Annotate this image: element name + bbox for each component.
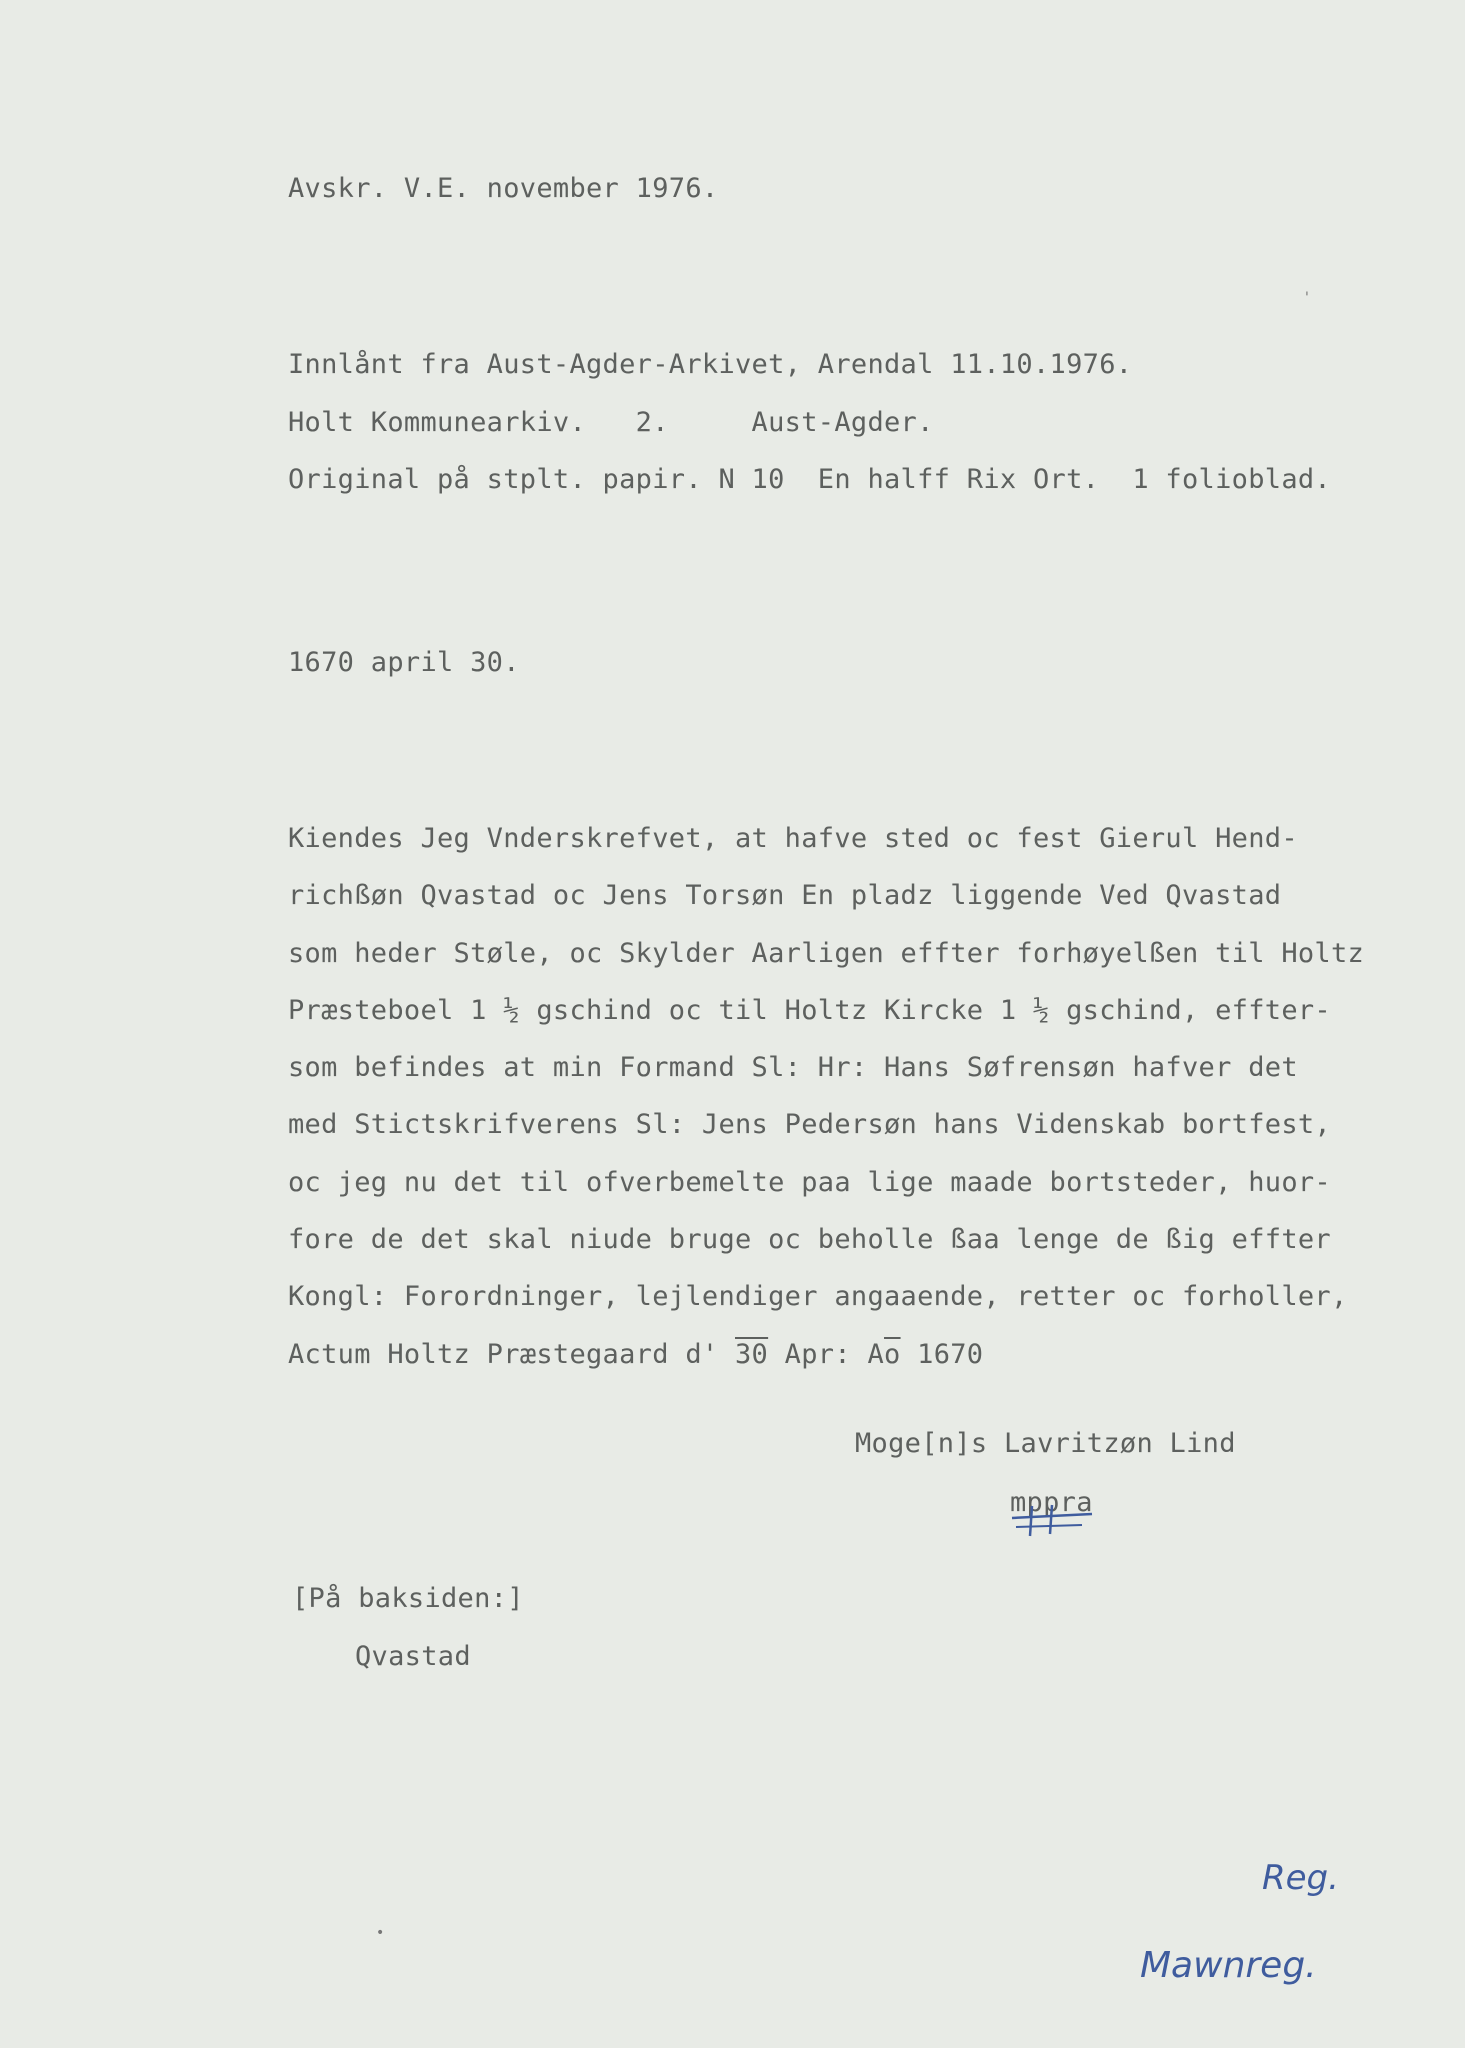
closing-anno-mark: $\overline{o}$ bbox=[884, 1339, 901, 1370]
archive-reference: Holt Kommunearkiv. 2. Aust-Agder. bbox=[288, 407, 934, 438]
body-line: fore de det skal niude bruge oc beholle ßaa lenge de ßig effter bbox=[288, 1224, 1331, 1255]
handwritten-mawnreg-annotation: Mawnreg. bbox=[1140, 1945, 1317, 1986]
closing-year: 1670 bbox=[900, 1339, 984, 1370]
body-line: med Stictskrifverens Sl: Jens Pedersøn hans Videnskab bortfest, bbox=[288, 1109, 1331, 1140]
closing-prefix: Actum Holtz Præstegaard d' bbox=[288, 1339, 735, 1370]
transcription-note: Avskr. V.E. november 1976. bbox=[288, 173, 719, 204]
body-line: oc jeg nu det til ofverbemelte paa lige maade bortsteder, huor- bbox=[288, 1167, 1331, 1198]
handwritten-reg-annotation: Reg. bbox=[1262, 1858, 1339, 1898]
loan-note: Innlånt fra Aust-Agder-Arkivet, Arendal 11.10.1976. bbox=[288, 349, 1133, 380]
closing-line bbox=[288, 1338, 983, 1372]
closing-middle: Apr: A bbox=[768, 1339, 885, 1370]
stray-tick: ' bbox=[1305, 290, 1309, 306]
backside-label: [På baksiden:] bbox=[292, 1583, 524, 1614]
original-description: Original på stplt. papir. N 10 En halff Rix Ort. 1 folioblad. bbox=[288, 464, 1331, 495]
body-line: som befindes at min Formand Sl: Hr: Hans Søfrensøn hafver det bbox=[288, 1052, 1298, 1083]
date-heading: 1670 april 30. bbox=[288, 647, 520, 678]
stray-dot: • bbox=[376, 1925, 385, 1941]
backside-text: Qvastad bbox=[355, 1641, 471, 1672]
body-line: Præsteboel 1 ½ gschind oc til Holtz Kircke 1 ½ gschind, effter- bbox=[288, 995, 1331, 1026]
body-line: Kongl: Forordninger, lejlendiger angaaende, retter oc forholler, bbox=[288, 1281, 1348, 1312]
signature-mppra: mppra bbox=[1010, 1487, 1093, 1518]
signature-name: Moge[n]s Lavritzøn Lind bbox=[855, 1428, 1236, 1459]
body-line: richßøn Qvastad oc Jens Torsøn En pladz liggende Ved Qvastad bbox=[288, 880, 1282, 911]
handwritten-cross-mark bbox=[1008, 1500, 1098, 1540]
closing-day: 30 bbox=[735, 1339, 769, 1370]
body-line: Kiendes Jeg Vnderskrefvet, at hafve sted oc fest Gierul Hend- bbox=[288, 823, 1298, 854]
body-line: som heder Støle, oc Skylder Aarligen effter forhøyelßen til Holtz bbox=[288, 938, 1365, 969]
